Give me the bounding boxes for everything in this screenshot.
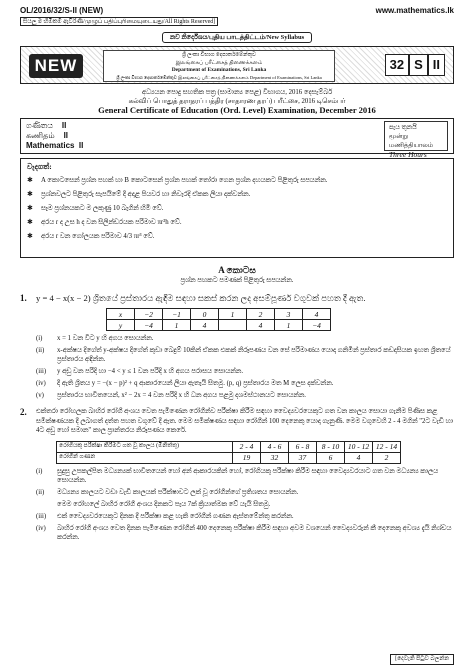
table-cell: 1 bbox=[219, 309, 247, 320]
table-cell: 6 - 8 bbox=[289, 441, 317, 452]
new-badge: NEW bbox=[29, 54, 83, 78]
exam-title-ta: கல்விப் பொதுத் தராதரப் பத்திர (சாதாரண தரப்) பரீட்சை, 2016 டிசெம்பர் bbox=[128, 98, 346, 105]
table-cell: 37 bbox=[289, 452, 317, 463]
table-cell: 1 bbox=[163, 320, 191, 331]
dept-line: Department of Examinations, Sri Lanka bbox=[171, 67, 267, 73]
sub-question bbox=[36, 524, 454, 542]
table-cell: රෝගීන් ගණන bbox=[57, 452, 233, 463]
instruction-item: ✱ A කොටසෙන් ප්‍රශ්න පහක් හා B කොටසෙන් ප්‍රශ්න පහක් තෝරා ගෙන ප්‍රශ්න දහයකට පිළිතුරු සපයන්න. bbox=[27, 177, 328, 185]
subject-en: Mathematics bbox=[26, 141, 75, 150]
instruction-item: ✱ සෑම ප්‍රශ්නයකට ම ලකුණු 10 බැගින් හිමි වේ. bbox=[27, 205, 164, 213]
sub-question bbox=[36, 391, 454, 400]
code-box: 32 bbox=[385, 54, 409, 76]
table-cell: 1 bbox=[275, 320, 303, 331]
question-stem: එක්තරා රෝහලක බාහිර රෝගී අංශය වෙත පැමිණෙන රෝගීන්ව පරීක්ෂා කිරීම සඳහා වෛද්‍යවරයෙකුට ගත වන කාලය සොයා ගැනීම පිණිස කළ සමීක්ෂණයක දී ලබාගත් දත්ත පහත වගුවේ දී ඇත. මෙම සමීක්ෂණය සඳහා රෝගීන් 100 දෙනෙකු යොදා ගැනුණි. මෙම වගුවෙහි 2 - 4 මගින් "2ට වැඩි හා 4ට අඩු හෝ සමාන" කාල ප්‍රාන්තරය නිරූපණය කෙරේ. bbox=[36, 408, 454, 435]
question-number: 1. bbox=[20, 292, 27, 303]
bullet-icon: ✱ bbox=[27, 205, 33, 213]
table-cell: 19 bbox=[233, 452, 261, 463]
question-1 bbox=[20, 293, 454, 401]
table-cell: 4 bbox=[191, 320, 219, 331]
sub-question bbox=[36, 334, 454, 343]
sub-question-text: x = 1 වන විට y හි අගය සොයන්න. bbox=[57, 335, 154, 343]
table-cell: 2 bbox=[373, 452, 401, 463]
instruction-item: ✱ ප්‍රශ්නවලට පිළිතුරු සැපයීමේ දී අදාළ පියවර හා නිවැරදි ඒකක ලියා දක්වන්න. bbox=[27, 191, 251, 199]
instructions-box bbox=[20, 158, 454, 258]
question-number: 2. bbox=[20, 407, 27, 418]
table-cell: 4 bbox=[247, 320, 275, 331]
sub-question-text: ප්‍රස්තාරය භාවිතයෙන්, x² − 2x = 4 වන පරිදි x හි ධන අගය පළමු දශමස්ථානයට සොයන්න. bbox=[57, 392, 306, 400]
sub-question-label: (i) bbox=[36, 335, 43, 343]
duration-box bbox=[384, 121, 448, 159]
dept-line: ශ්‍රී ලංකා විභාග දෙපාර්තමේන්තුව இலங்கைப் பரீட்சைத் திணைக்களம் Department of Examinations, Sri Lanka bbox=[116, 74, 322, 80]
page-header bbox=[20, 6, 454, 16]
paper-code-label: OL/2016/32/S-II (NEW) bbox=[20, 6, 104, 15]
sub-question-text: දී ඇති ශ්‍රිතය y = −(x − p)² + q ආකාරයෙන් ලියා ඇතැයි සිතමු. (p, q) ප්‍රස්තාරය මත M ලෙස දක්වන්න. bbox=[57, 380, 334, 388]
sub-question-text: x-අක්ෂය දිගේත් y-අක්ෂය දිගේත් කුඩා බෙදුම් 10කින් ඒකක එකක් නිරූපණය වන සේ පරිමාණය යොදා ගනිමින් ප්‍රස්තාර කඩදාසියක ඉහත ශ්‍රිතයේ ප්‍රස්තාරය අඳින්න. bbox=[57, 347, 451, 364]
sub-question-label: (iii) bbox=[36, 512, 47, 520]
sub-question-label bbox=[36, 500, 52, 509]
table-cell: x bbox=[107, 309, 135, 320]
sub-question-label: (v) bbox=[36, 392, 44, 400]
sub-question bbox=[36, 512, 454, 521]
sub-question bbox=[36, 500, 454, 509]
sub-question-text: සුදුසු උපකල්පිත මධ්‍යන්‍යක් භාවිතයෙන් හෝ අන් ආකාරයකින් හෝ, රෝගියකු පරීක්ෂා කිරීම සඳහා වෛද්‍යවරයාට ගත වන මධ්‍යන්‍ය කාලය සොයන්න. bbox=[57, 467, 439, 484]
bullet-icon: ✱ bbox=[27, 233, 33, 241]
sub-question-text: මධ්‍යන්‍ය කාලයට වඩා වැඩි කාලයක් පරීක්ෂාවට ලක් වූ රෝගීන්ගේ ප්‍රතිශතය සොයන්න. bbox=[57, 488, 299, 496]
table-cell: 32 bbox=[261, 452, 289, 463]
exam-banner bbox=[20, 46, 454, 84]
dept-line: ශ්‍රී ලංකා විභාග දෙපාර්තමේන්තුව bbox=[181, 52, 257, 58]
bullet-icon: ✱ bbox=[27, 177, 33, 185]
exam-title-en: General Certificate of Education (Ord. Level) Examination, December 2016 bbox=[98, 105, 376, 115]
table-cell bbox=[219, 320, 247, 331]
table-cell: 6 bbox=[317, 452, 345, 463]
table-cell: 12 - 14 bbox=[373, 441, 401, 452]
exam-title-si: අධ්‍යයන පොදු සහතික පත්‍ර (සාමාන්‍ය පෙළ) විභාගය, 2016 දෙසැම්බර් bbox=[141, 89, 333, 96]
table-cell: 0 bbox=[191, 309, 219, 320]
instructions-heading: වැදගත්: bbox=[27, 162, 52, 171]
paper-code-boxes bbox=[385, 54, 445, 76]
table-cell: 10 - 12 bbox=[345, 441, 373, 452]
copyright-notice: සියලු ම හිමිකම් ඇවිරිණි/முழுப் பதிப்புரிமையுடையது/All Rights Reserved] bbox=[20, 17, 218, 26]
sub-question-label: (ii) bbox=[36, 488, 45, 496]
table-cell: 4 bbox=[345, 452, 373, 463]
dept-line: இலங்கைப் பரீட்சைத் திணைக்களம் bbox=[175, 59, 263, 66]
sub-question bbox=[36, 367, 454, 376]
sub-question-text: y අඩු වන පරිදි හා −4 < y ≤ 1 වන පරිදි x හි අගය පරාසය සොයන්න. bbox=[57, 368, 244, 376]
part-a-title: A කොටස bbox=[218, 265, 256, 275]
sub-question bbox=[36, 346, 454, 364]
sub-question-label: (ii) bbox=[36, 347, 45, 355]
table-cell: y bbox=[107, 320, 135, 331]
sub-question-text: එක් වෛද්‍යවරයෙකුට දිනක දී පරීක්ෂා කළ හැකි රෝගීන් ගණන ඇස්තමේන්තු කරන්න. bbox=[57, 512, 294, 520]
instruction-item: ✱ අරය r ද උස h ද වන සිලින්ඩරයක පරිමාව πr²h වේ. bbox=[27, 219, 182, 227]
values-table bbox=[106, 308, 331, 331]
subject-si: ගණිතය bbox=[26, 121, 53, 130]
website-label: www.mathematics.lk bbox=[375, 6, 454, 15]
next-page-note: [දෙවැනි පිටුව බලන්න bbox=[390, 654, 454, 666]
question-2 bbox=[20, 407, 454, 542]
sub-question-label: (iv) bbox=[36, 524, 46, 532]
duration-si: පැය තුනයි bbox=[389, 124, 417, 131]
frequency-table bbox=[56, 441, 401, 464]
sub-question-label: (iv) bbox=[36, 380, 46, 388]
sub-question bbox=[36, 467, 454, 485]
exam-title bbox=[20, 88, 454, 115]
department-seal bbox=[103, 50, 335, 82]
table-cell: 4 - 6 bbox=[261, 441, 289, 452]
syllabus-badge: නව නිර්දේශය/புதிய பாடத்திட்டம்/New Syllabus bbox=[162, 32, 312, 43]
table-cell: රෝගියකු පරීක්ෂා කිරීමට ගත වූ කාලය (මිනිත්තු) bbox=[57, 441, 233, 452]
table-cell: −4 bbox=[135, 320, 163, 331]
table-cell: 3 bbox=[275, 309, 303, 320]
sub-question-label: (iii) bbox=[36, 368, 47, 376]
sub-question-label: (i) bbox=[36, 467, 43, 475]
bullet-icon: ✱ bbox=[27, 191, 33, 199]
subject-box bbox=[20, 118, 454, 159]
table-cell: −4 bbox=[303, 320, 331, 331]
table-cell: 2 - 4 bbox=[233, 441, 261, 452]
subject-ta: கணிதம் bbox=[26, 131, 55, 140]
paper-si: II bbox=[61, 121, 67, 130]
duration-ta: மூன்று மணித்தியாலம் bbox=[389, 133, 434, 149]
sub-question-text: බාහිර රෝගී අංශය වෙත දිනක පැමිණෙන රෝගීන් 400 දෙනෙකු පරීක්ෂා කිරීම සඳහා අවම වශයෙන් වෛද්‍යවරුන් කී දෙනෙකු අවශ්‍ය දැයි නිශ්චය කරන්න. bbox=[57, 524, 452, 541]
sub-question-text: මෙම රෝහලේ බාහිර රෝගී අංශය දිනකට පැය 7ක් ක්‍රියාත්මක වේ යැයි සිතමු. bbox=[57, 500, 271, 508]
table-cell: 2 bbox=[247, 309, 275, 320]
part-a-instruction: ප්‍රශ්න පහකට පමණක් පිළිතුරු සපයන්න. bbox=[180, 277, 294, 285]
sub-question bbox=[36, 379, 454, 388]
paper-ta: II bbox=[63, 131, 69, 140]
question-stem: y = 4 − x(x − 2) ශ්‍රිතයේ ප්‍රස්තාරය ඇඳීම සඳහා සකස් කරන ලද අසම්පූර්ණ වගුවක් පහත දී ඇත. bbox=[36, 292, 366, 303]
instruction-item: ✱ අරය r වන ගෝලයක පරිමාව 4/3 πr³ වේ. bbox=[27, 233, 155, 241]
code-box: II bbox=[428, 54, 445, 76]
code-box: S bbox=[409, 54, 428, 76]
sub-question bbox=[36, 488, 454, 497]
bullet-icon: ✱ bbox=[27, 219, 33, 227]
table-cell: −2 bbox=[135, 309, 163, 320]
table-cell: 4 bbox=[303, 309, 331, 320]
table-cell: 8 - 10 bbox=[317, 441, 345, 452]
duration-en: Three Hours bbox=[389, 150, 427, 159]
paper-en: II bbox=[78, 141, 84, 150]
table-cell: −1 bbox=[163, 309, 191, 320]
